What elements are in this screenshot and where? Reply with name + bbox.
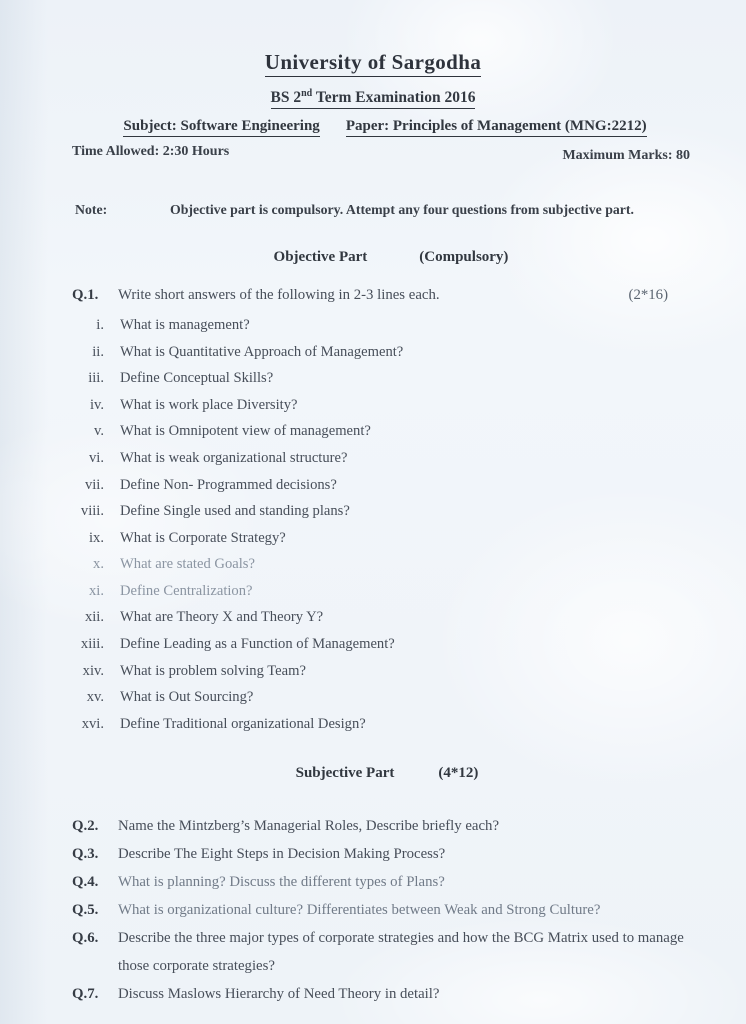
item-numeral: xii. (84, 609, 104, 626)
objective-heading-tag: (Compulsory) (419, 249, 509, 266)
subjective-question-list (72, 812, 698, 1008)
question-row (72, 868, 698, 896)
item-numeral: xv. (86, 689, 104, 706)
subjective-heading-marks: (4*12) (438, 764, 479, 781)
list-item (56, 711, 706, 738)
maximum-marks: Maximum Marks: 80 (562, 148, 690, 164)
item-numeral: vi. (89, 449, 104, 466)
list-item (56, 631, 706, 658)
item-text: What are Theory X and Theory Y? (120, 609, 324, 626)
item-text: What is management? (120, 316, 250, 333)
question-row (72, 840, 698, 868)
objective-question-list (56, 312, 706, 738)
item-numeral: v. (94, 423, 104, 440)
list-item (56, 525, 706, 552)
list-item (56, 552, 706, 579)
list-item (56, 498, 706, 525)
item-numeral: x. (93, 556, 104, 573)
item-text: What is Out Sourcing? (120, 689, 254, 706)
item-numeral: viii. (80, 503, 104, 520)
item-text: Define Non- Programmed decisions? (120, 476, 337, 493)
item-text: What are stated Goals? (120, 556, 255, 573)
item-text: Define Leading as a Function of Management? (120, 636, 395, 653)
item-text: Define Traditional organizational Design? (120, 715, 366, 732)
list-item (56, 658, 706, 685)
question-row (72, 812, 698, 840)
item-numeral: iv. (89, 396, 104, 413)
note-text: Objective part is compulsory. Attempt any four questions from subjective part. (170, 202, 634, 218)
question-1-row (72, 287, 668, 304)
question-number: Q.2. (72, 817, 99, 834)
question-row (72, 896, 698, 924)
list-item (56, 365, 706, 392)
question-text: Describe the three major types of corporate strategies and how the BCG Matrix used to manage those corporate strategies? (118, 929, 684, 974)
question-number: Q.6. (72, 929, 99, 946)
question-number: Q.1. (72, 287, 99, 304)
question-number: Q.5. (72, 901, 99, 918)
item-numeral: xi. (89, 582, 104, 599)
question-text: Discuss Maslows Hierarchy of Need Theory in detail? (118, 985, 440, 1002)
list-item (56, 445, 706, 472)
item-text: Define Conceptual Skills? (120, 370, 274, 387)
exam-line-ordinal: nd (301, 88, 313, 99)
list-item (56, 339, 706, 366)
paper-label: Paper: Principles of Management (MNG:2212) (346, 118, 647, 137)
subjective-heading-label: Subjective Part (295, 764, 395, 781)
item-text: What is Corporate Strategy? (120, 529, 286, 546)
list-item (56, 419, 706, 446)
exam-session-line (271, 88, 476, 109)
item-numeral: xvi. (81, 715, 104, 732)
time-allowed: Time Allowed: 2:30 Hours (72, 144, 230, 160)
item-numeral: xiii. (80, 636, 104, 653)
exam-line-suffix: Term Examination 2016 (312, 89, 476, 107)
item-numeral: ix. (89, 529, 104, 546)
question-number: Q.7. (72, 985, 99, 1002)
objective-part-heading (18, 249, 746, 266)
question-text: Write short answers of the following in 2-3 lines each. (118, 287, 440, 304)
note-label: Note: (75, 202, 108, 218)
item-text: What is work place Diversity? (120, 396, 298, 413)
objective-heading-label: Objective Part (273, 249, 368, 266)
subject-paper-row (12, 118, 746, 137)
question-row (72, 980, 698, 1008)
list-item (56, 392, 706, 419)
item-text: Define Single used and standing plans? (120, 503, 350, 520)
item-numeral: ii. (92, 343, 104, 360)
list-item (56, 578, 706, 605)
question-marks: (2*16) (628, 287, 668, 304)
subjective-part-heading (14, 765, 746, 782)
list-item (56, 605, 706, 632)
university-title: University of Sargodha (265, 50, 481, 77)
question-text: Describe The Eight Steps in Decision Making Process? (118, 845, 446, 862)
question-number: Q.4. (72, 873, 99, 890)
item-text: What is weak organizational structure? (120, 449, 348, 466)
item-numeral: i. (96, 316, 104, 333)
question-number: Q.3. (72, 845, 99, 862)
exam-line-prefix: BS 2 (270, 89, 302, 107)
item-text: What is problem solving Team? (120, 662, 306, 679)
question-text: What is planning? Discuss the different types of Plans? (118, 873, 445, 890)
list-item (56, 312, 706, 339)
question-row (72, 924, 698, 980)
list-item (56, 684, 706, 711)
question-text: What is organizational culture? Differentiates between Weak and Strong Culture? (118, 901, 601, 918)
item-numeral: xiv. (82, 662, 104, 679)
item-numeral: iii. (88, 370, 104, 387)
item-text: What is Quantitative Approach of Management? (120, 343, 404, 360)
item-text: What is Omnipotent view of management? (120, 423, 371, 440)
list-item (56, 472, 706, 499)
subject-label: Subject: Software Engineering (123, 118, 319, 137)
item-text: Define Centralization? (120, 582, 253, 599)
item-numeral: vii. (84, 476, 104, 493)
note-row (75, 202, 706, 218)
meta-row (72, 144, 690, 164)
question-text: Name the Mintzberg’s Managerial Roles, Describe briefly each? (118, 817, 500, 834)
